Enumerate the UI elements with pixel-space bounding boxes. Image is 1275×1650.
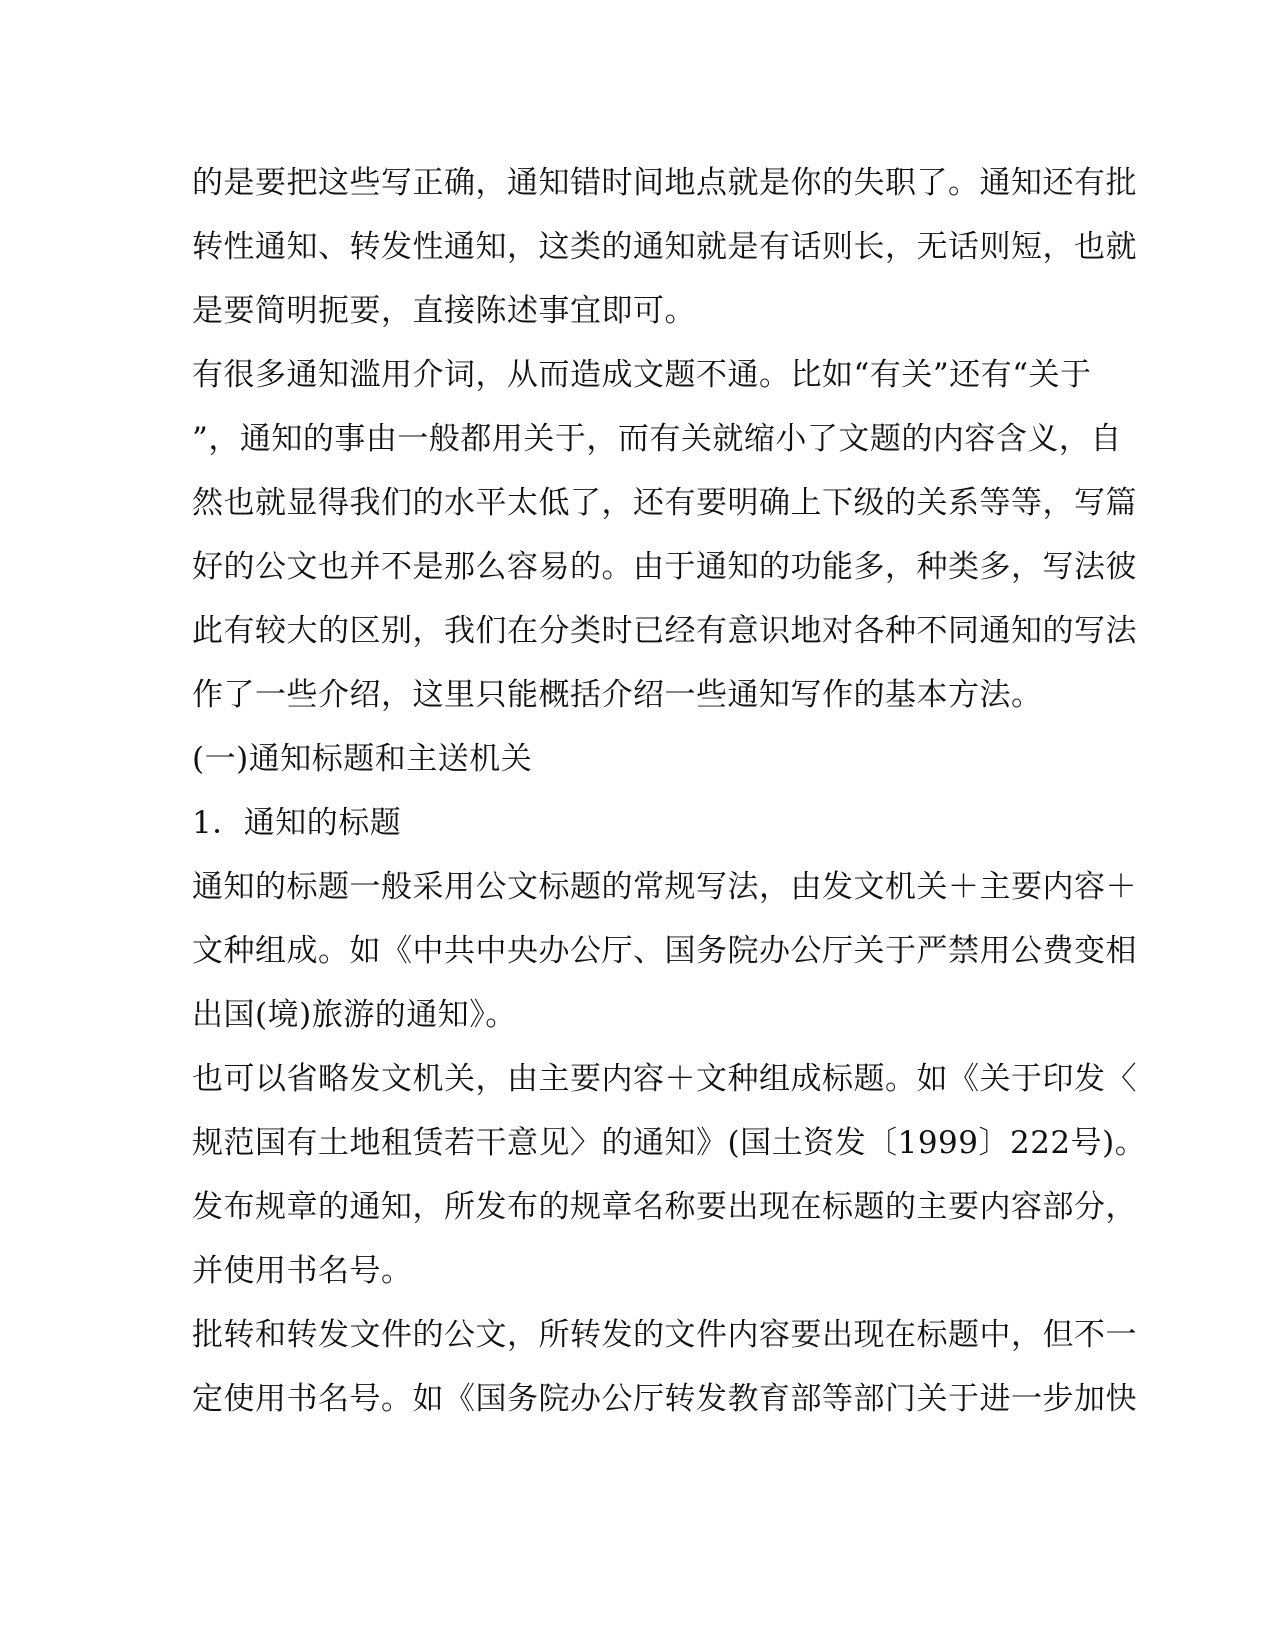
text-line: 定使用书名号。如《国务院办公厅转发教育部等部门关于进一步加快 <box>192 1381 1137 1417</box>
section-heading: (一)通知标题和主送机关 <box>192 741 533 777</box>
text-line: 是要简明扼要，直接陈述事宜即可。 <box>192 293 696 329</box>
text-line: 好的公文也并不是那么容易的。由于通知的功能多，种类多，写法彼 <box>192 549 1137 585</box>
text-line: 有很多通知滥用介词，从而造成文题不通。比如“有关”还有“关于 <box>192 357 1092 393</box>
text-line: 此有较大的区别，我们在分类时已经有意识地对各种不同通知的写法 <box>192 613 1137 649</box>
text-line: 批转和转发文件的公文，所转发的文件内容要出现在标题中，但不一 <box>192 1317 1137 1353</box>
text-line: 规范国有土地租赁若干意见〉的通知》(国土资发〔1999〕222号)。 <box>192 1125 1147 1161</box>
document-body <box>192 151 1147 1431</box>
text-line: 然也就显得我们的水平太低了，还有要明确上下级的关系等等，写篇 <box>192 485 1137 521</box>
text-line: 出国(境)旅游的通知》。 <box>192 997 517 1033</box>
text-line: 文种组成。如《中共中央办公厅、国务院办公厅关于严禁用公费变相 <box>192 933 1137 969</box>
text-line: ”，通知的事由一般都用关于，而有关就缩小了文题的内容含义，自 <box>192 421 1122 457</box>
text-line: 也可以省略发文机关，由主要内容＋文种组成标题。如《关于印发〈 <box>192 1061 1137 1097</box>
text-line: 转性通知、转发性通知，这类的通知就是有话则长，无话则短，也就 <box>192 229 1137 265</box>
text-line: 通知的标题一般采用公文标题的常规写法，由发文机关＋主要内容＋ <box>192 869 1137 905</box>
subsection-heading: 1．通知的标题 <box>192 805 402 841</box>
text-line: 作了一些介绍，这里只能概括介绍一些通知写作的基本方法。 <box>192 677 1043 713</box>
text-line: 发布规章的通知，所发布的规章名称要出现在标题的主要内容部分， <box>192 1189 1137 1225</box>
text-line: 并使用书名号。 <box>192 1253 413 1289</box>
text-line: 的是要把这些写正确，通知错时间地点就是你的失职了。通知还有批 <box>192 165 1137 201</box>
